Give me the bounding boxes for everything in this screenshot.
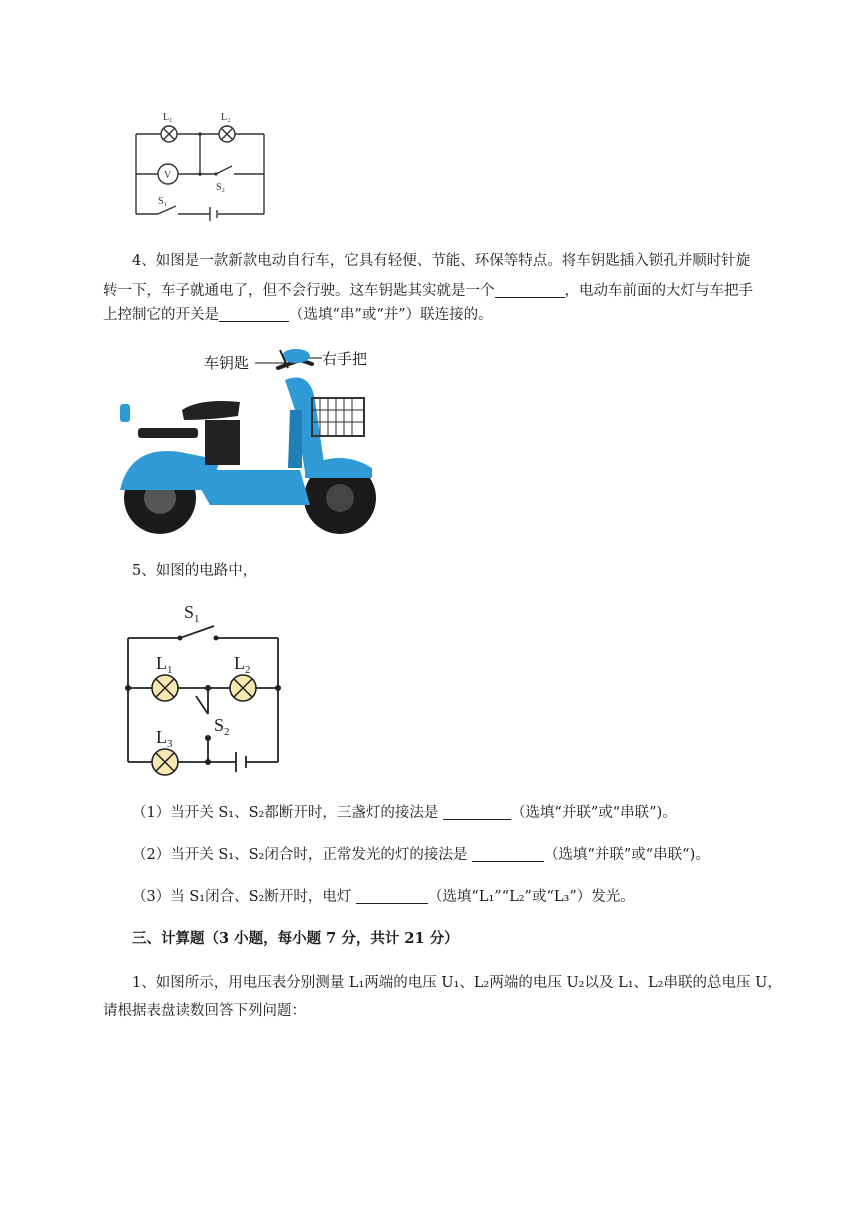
q4-line3-text-a: 上控制它的开关是 xyxy=(103,307,219,323)
label-l1: L₁ xyxy=(163,112,173,123)
q5-blank-2 xyxy=(472,843,544,862)
q5-part1-text-b: （选填“并联”或“串联”)。 xyxy=(510,805,677,821)
q5-part3-text-a: （3）当 S₁闭合、S₂断开时，电灯 xyxy=(132,889,352,905)
circuit-figure-2 xyxy=(118,596,288,782)
section-3-title: 三、计算题（3 小题，每小题 7 分，共计 21 分） xyxy=(132,930,459,947)
q4-line3 xyxy=(103,300,803,330)
q4-line2-text-b: ，电动车前面的大灯与车把手 xyxy=(564,283,753,299)
q5-part2-text-a: （2）当开关 S₁、S₂闭合时，正常发光的灯的接法是 xyxy=(132,847,468,863)
q5-part3 xyxy=(132,882,832,912)
calc1-line2: 请根据表盘读数回答下列问题： xyxy=(103,1003,306,1019)
q4-line2-text-a: 转一下，车子就通电了，但不会行驶。这车钥匙其实就是一个 xyxy=(103,283,495,299)
label-car-key: 车钥匙 xyxy=(204,354,250,372)
q5-part2-text-b: （选填“并联”或“串联“)。 xyxy=(543,847,710,863)
q4-line3-text-b: （选填“串”或“并”）联连接的。 xyxy=(289,307,493,323)
label-s1: $S_1$ xyxy=(184,602,200,625)
label-s1: S₁ xyxy=(158,196,168,207)
q5-intro: 5、如图的电路中， xyxy=(132,563,258,579)
label-voltmeter: V xyxy=(164,170,172,181)
label-l3: $L_3$ xyxy=(156,727,173,750)
q4-paragraph xyxy=(103,246,803,276)
calc1-line1: 1、如图所示，用电压表分别测量 L₁两端的电压 U₁、L₂两端的电压 U₂以及 L₁、L₂串联的总电压 U， xyxy=(132,975,782,991)
q5-blank-3 xyxy=(356,885,428,904)
label-s2: $S_2$ xyxy=(214,715,230,738)
lamp-l3 xyxy=(152,749,178,775)
q4-line1: 4、如图是一款新款电动自行车，它具有轻便、节能、环保等特点。将车钥匙插入锁孔并顺时针旋 xyxy=(132,253,751,269)
label-l2: $L_2$ xyxy=(234,653,251,676)
q5-part2 xyxy=(132,840,832,870)
q5-part1-text-a: （1）当开关 S₁、S₂都断开时，三盏灯的接法是 xyxy=(132,805,439,821)
circuit-figure-1 xyxy=(128,108,278,224)
label-s2: S₂ xyxy=(216,182,226,193)
q5-blank-1 xyxy=(443,801,511,820)
lamp-l2 xyxy=(230,675,256,701)
q4-blank-2 xyxy=(219,303,289,322)
label-l1: $L_1$ xyxy=(156,653,173,676)
q5-part3-text-b: （选填“L₁”“L₂”或“L₃”）发光。 xyxy=(427,889,635,905)
lamp-l1 xyxy=(152,675,178,701)
label-l2: L₂ xyxy=(221,112,231,123)
ebike-image xyxy=(110,340,380,540)
q5-part1 xyxy=(132,798,832,828)
q4-blank-1 xyxy=(495,279,565,298)
label-right-handle: 右手把 xyxy=(322,350,368,368)
